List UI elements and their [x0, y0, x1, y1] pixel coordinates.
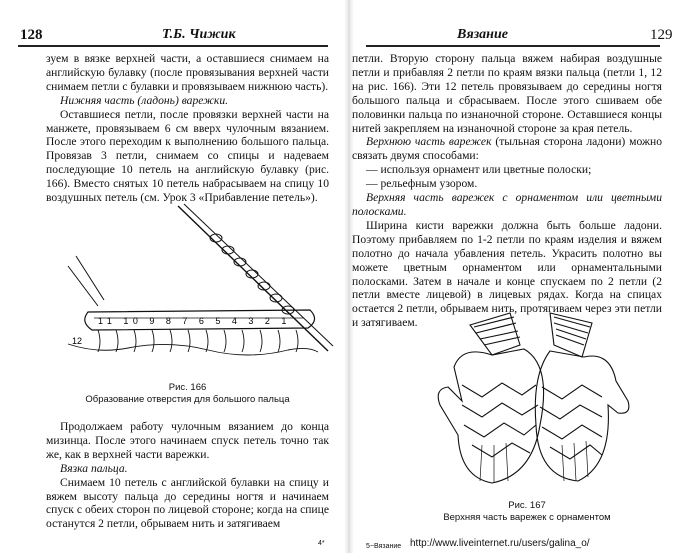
watermark-url: http://www.liveinternet.ru/users/galina_o/ — [410, 538, 590, 549]
section-heading: Вязка пальца. — [60, 461, 128, 475]
figure-caption — [46, 382, 329, 406]
figure-stitch-side-number: 12 — [72, 336, 83, 346]
right-page — [352, 0, 700, 553]
paragraph: петли. Вторую сторону пальца вяжем набирая воздушные петли и прибавляя 2 петли по краям вязки пальца (петли 1, 12 на рис. 166). Эти 12 петель провязываем до середины ногтя большого пальца и сбрасываем. После этого сшиваем обе половинки пальца по изнаночной стороне. Оставшиеся концы нитей закрепляем на изнаночной стороне за края петель. — [352, 52, 662, 135]
left-text-bottom — [46, 420, 329, 531]
section-heading: Нижняя часть (ладонь) варежки. — [60, 93, 229, 107]
list-item: — рельефным узором. — [366, 177, 478, 191]
paragraph: (тыльная сторона ладони) можно связать двумя способами: — [352, 135, 662, 163]
header-rule — [18, 45, 328, 47]
left-text-top — [46, 52, 329, 205]
caption-text: Верхняя часть варежек с орнаментом — [443, 512, 611, 523]
figure-caption — [412, 500, 642, 524]
section-heading: Верхнюю часть варежек — [366, 135, 492, 149]
paragraph: Ширина кисти варежки должна быть больше ладони. Поэтому прибавляем по 1-2 петли по краям изделия и вяжем полотно до начала убавления петель. Украсить полотно вы можете цветным орнаментом или орнаментальными полосками. Затем в начале и конце спускаем по 2 петли (2 петли вместе лицевой) в лицевых рядах. Когда на спицах остается 2 петли, обрываем нить, протягиваем через эти петли и затягиваем. — [352, 218, 662, 330]
paragraph: Снимаем 10 петель с английской булавки на спицу и вяжем высоту пальца до середины ногтя и начинаем спуск с обеих сторон по лицевой стороне; когда на спице останутся 2 петли, обрываем нить и затягиваем — [46, 475, 329, 531]
figure-166-knitting-illustration — [58, 196, 338, 376]
caption-number: Рис. 166 — [168, 382, 207, 393]
caption-number: Рис. 167 — [508, 500, 546, 511]
header-rule — [366, 45, 660, 47]
paragraph: Продолжаем работу чулочным вязанием до конца мизинца. После этого начинаем спуск петель точно так же, как в верхней части варежки. — [46, 420, 329, 461]
signature-mark: 5−Вязание — [366, 543, 402, 550]
paragraph: Оставшиеся петли, после провязки верхней части на манжете, провязываем 6 см вверх чулочным вязанием. После этого переходим к выполнению большого пальца. Провязав 3 петли, снимаем со спицы и надеваем последующие 10 петель на английскую булавку (рис. 166). Вместо снятых 10 петель набрасываем на спицу 10 воздушных петель (см. Урок 3 «Прибавление петель»). — [46, 107, 329, 205]
page-number: 128 — [20, 27, 43, 43]
paragraph: зуем в вязке верхней части, а оставшиеся снимаем на английскую булавку (после провязывания верхней части снимаем петли с булавки и провязываем нижнюю часть). — [46, 52, 329, 93]
figure-167-mittens-illustration — [432, 305, 632, 495]
list-item: — используя орнамент или цветные полоски; — [366, 163, 592, 177]
page-number: 129 — [650, 27, 673, 43]
caption-text: Образование отверстия для большого пальца — [85, 394, 290, 405]
running-head-title: Вязание — [457, 27, 508, 42]
signature-mark: 4* — [318, 540, 325, 547]
right-text — [352, 52, 662, 330]
running-head-author: Т.Б. Чижик — [162, 27, 236, 42]
section-heading: Верхняя часть варежек с орнаментом или цветными полосками. — [352, 191, 662, 218]
left-page — [0, 0, 345, 553]
figure-stitch-numbers: 11 10 9 8 7 6 5 4 3 2 1 — [98, 316, 291, 326]
